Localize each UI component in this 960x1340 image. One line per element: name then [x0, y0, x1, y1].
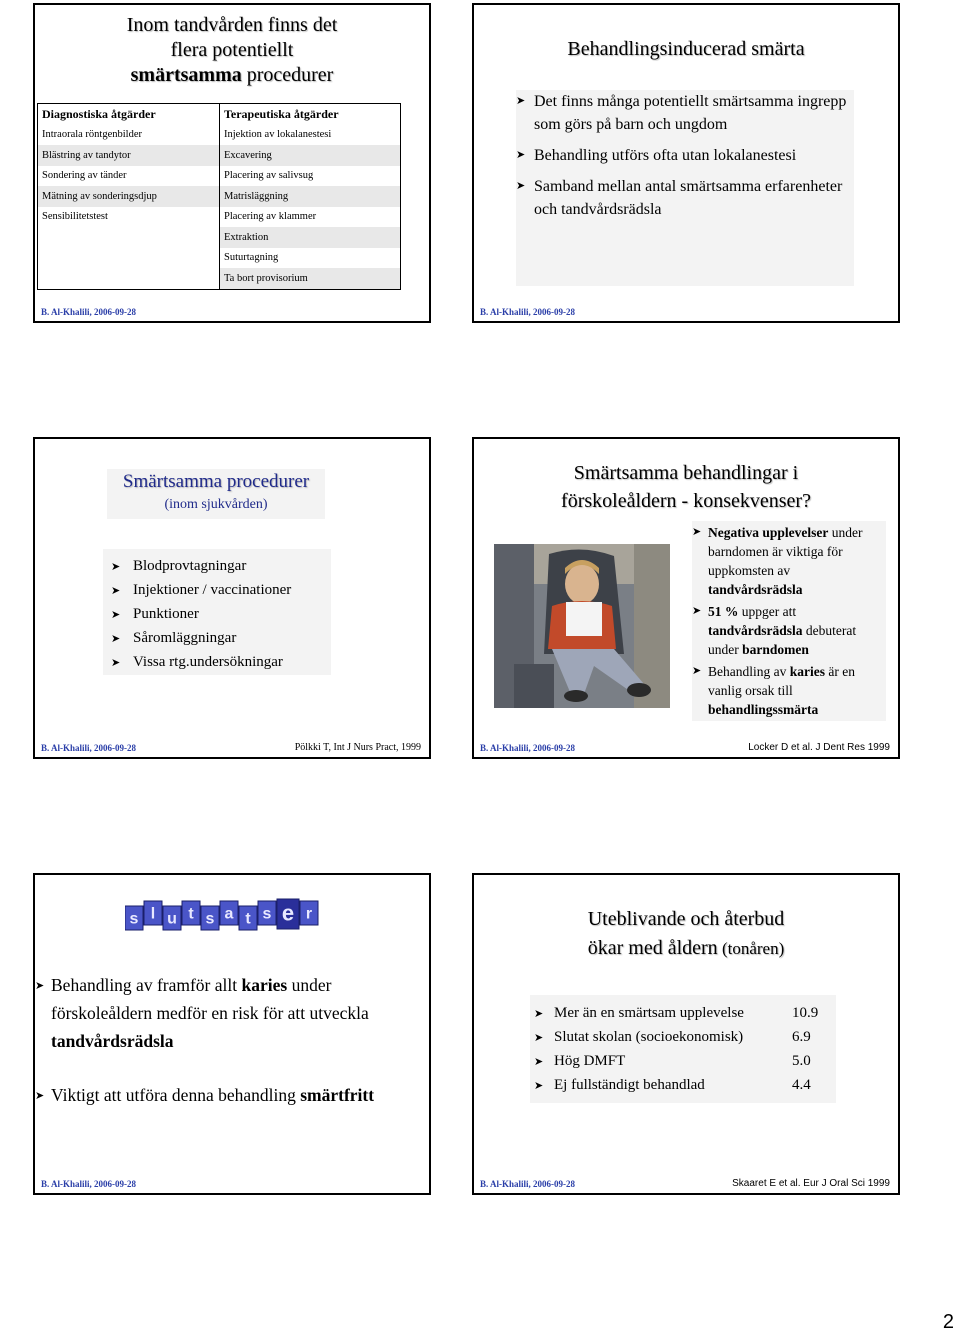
logo-letter: e [281, 900, 295, 926]
bullet-item [111, 626, 331, 650]
bullet-item [692, 662, 886, 719]
table-cell: Placering av klammer [220, 207, 401, 228]
table-cell: Sensibilitetstest [38, 207, 220, 228]
bullet-item [111, 578, 331, 602]
bullet-item [111, 650, 331, 674]
table-cell: Injektion av lokalanestesi [220, 125, 401, 146]
triangle-bullet-icon: ➤ [111, 633, 121, 645]
table-row [38, 125, 401, 146]
bullet-text: Vissa rtg.undersökningar [133, 654, 283, 670]
bullet-box [516, 90, 854, 286]
slide-title [474, 905, 898, 963]
bullet-text: Hög DMFT [554, 1053, 626, 1069]
logo-letter: r [305, 905, 313, 923]
triangle-bullet-icon: ➤ [516, 180, 526, 192]
logo-letter: t [188, 905, 194, 923]
page-number: 2 [942, 1311, 954, 1333]
logo-letter: t [245, 910, 251, 928]
slide-footer: B. Al-Khalili, 2006-09-28 [41, 307, 137, 317]
bullet-item [692, 523, 886, 599]
title-rest: procedurer [241, 64, 334, 86]
table-cell: Matrisläggning [220, 186, 401, 207]
title-emphasis: smärtsamma [130, 64, 242, 86]
bullet-text: uppger att [738, 604, 797, 619]
bullet-item [35, 971, 405, 1055]
bullet-text: är en vanlig orsak till [708, 664, 855, 698]
bullet-text: Injektioner / vaccinationer [133, 582, 292, 598]
table-cell: Ta bort provisorium [220, 268, 401, 289]
slide-title: Smärtsamma procedurer [122, 471, 310, 492]
bullet-text: Mer än en smärtsam upplevelse [554, 1005, 744, 1021]
bullet-text: Viktigt att utföra denna behandling [51, 1085, 301, 1105]
procedures-table [37, 103, 401, 290]
bullet-bold: karies [789, 664, 825, 679]
triangle-bullet-icon: ➤ [111, 585, 121, 597]
bullet-text: Behandling utförs ofta utan lokalanestesi [534, 147, 797, 164]
slide-conclusions [33, 873, 431, 1195]
bullet-bold: barndomen [742, 642, 809, 657]
slide-reference: Skaaret E et al. Eur J Oral Sci 1999 [732, 1178, 890, 1189]
child-dental-chair-photo [494, 544, 670, 708]
table-row [38, 248, 401, 269]
table-row [38, 166, 401, 187]
bullet-bold: tandvårdsrädsla [708, 582, 803, 597]
photo-illustration [494, 544, 670, 708]
slide-title [35, 13, 429, 88]
table-header-row [38, 104, 401, 125]
logo-letter-tile [144, 901, 162, 925]
triangle-bullet-icon: ➤ [534, 1032, 544, 1044]
slide-footer: B. Al-Khalili, 2006-09-28 [41, 1179, 137, 1189]
triangle-bullet-icon: ➤ [111, 561, 121, 573]
slide-subtitle: (inom sjukvården) [164, 497, 268, 512]
table-row [38, 186, 401, 207]
slutsatser-logo [125, 897, 325, 938]
logo-letter-tile [125, 906, 143, 930]
slide-footer: B. Al-Khalili, 2006-09-28 [480, 307, 576, 317]
triangle-bullet-icon: ➤ [692, 665, 702, 677]
bullet-text: Samband mellan antal smärtsamma erfarenheter och tandvårdsrädsla [534, 178, 843, 218]
bullet-bold: Negativa upplevelser [708, 525, 829, 540]
bullet-text: Punktioner [133, 606, 199, 622]
logo-letter-tile [220, 901, 238, 925]
bullet-item [534, 1073, 836, 1097]
triangle-bullet-icon: ➤ [35, 980, 45, 992]
table-row [38, 207, 401, 228]
bullet-item [35, 1081, 405, 1109]
title-box [107, 469, 325, 519]
table-row [38, 145, 401, 166]
bullet-bold: 51 % [708, 604, 739, 619]
logo-letter-tile [258, 901, 276, 925]
title-line [35, 63, 429, 88]
logo-letter-tile [163, 906, 181, 930]
slide-painful-procedures [33, 437, 431, 759]
logo-letter-tile [201, 906, 219, 930]
bullet-text: under förskoleåldern medför en risk för att utveckla [51, 975, 369, 1023]
bullet-text: debuterat under [708, 623, 857, 657]
slide-footer: B. Al-Khalili, 2006-09-28 [480, 743, 576, 753]
odds-value: 5.0 [792, 1053, 811, 1069]
logo-letter-tile [182, 901, 200, 925]
logo-letter-tile [277, 899, 299, 929]
table-cell: Placering av salivsug [220, 166, 401, 187]
triangle-bullet-icon: ➤ [111, 609, 121, 621]
table-row [38, 227, 401, 248]
triangle-bullet-icon: ➤ [534, 1080, 544, 1092]
bullet-item [534, 1001, 836, 1025]
bullet-text: Ej fullständigt behandlad [554, 1077, 705, 1093]
bullet-item [516, 90, 854, 136]
logo-letter: s [129, 910, 139, 928]
slide-diagnostic-therapeutic [33, 3, 431, 323]
bullet-bold: tandvårdsrädsla [708, 623, 803, 638]
logo-letter-tile [239, 906, 257, 930]
logo-letter-tile [300, 901, 318, 925]
slide-preschool-consequences [472, 437, 900, 759]
bullet-bold: karies [241, 975, 288, 995]
title-line: förskoleåldern - konsekvenser? [561, 490, 811, 512]
title-line: flera potentiellt [170, 39, 294, 61]
table-cell: Sondering av tänder [38, 166, 220, 187]
logo-letter: s [262, 905, 272, 923]
bullet-item [692, 602, 886, 659]
logo-letter: l [150, 905, 156, 923]
table-cell [38, 248, 220, 269]
triangle-bullet-icon: ➤ [534, 1056, 544, 1068]
triangle-bullet-icon: ➤ [35, 1090, 45, 1102]
table-row [38, 268, 401, 289]
slide-reference: Pölkki T, Int J Nurs Pract, 1999 [294, 742, 421, 753]
bullet-bold: behandlingssmärta [708, 702, 819, 717]
odds-value: 10.9 [792, 1005, 819, 1021]
table-cell: Excavering [220, 145, 401, 166]
title-line: Smärtsamma behandlingar i [573, 462, 799, 484]
table-cell: Blästring av tandytor [38, 145, 220, 166]
slide-title [474, 459, 898, 515]
bullet-text: under barndomen är viktiga för uppkomsten av [708, 525, 863, 578]
bullet-text: Såromläggningar [133, 630, 237, 646]
odds-value: 6.9 [792, 1029, 811, 1045]
bullet-item [516, 175, 854, 221]
triangle-bullet-icon: ➤ [692, 605, 702, 617]
bullet-text: Behandling av [708, 664, 790, 679]
logo-graphic [125, 897, 325, 933]
slide-no-shows [472, 873, 900, 1195]
title-line: Inom tandvården finns det [126, 14, 338, 36]
title-line [474, 934, 898, 963]
triangle-bullet-icon: ➤ [692, 526, 702, 538]
bullet-bold: smärtfritt [300, 1085, 375, 1105]
odds-value: 4.4 [792, 1077, 811, 1093]
table-cell: Mätning av sonderingsdjup [38, 186, 220, 207]
bullet-item [111, 602, 331, 626]
bullet-item [534, 1025, 836, 1049]
title-line: Uteblivande och återbud [587, 908, 785, 930]
bullet-box [530, 995, 836, 1103]
bullet-text: Slutat skolan (socioekonomisk) [554, 1029, 744, 1045]
bullet-text: Blodprovtagningar [133, 558, 247, 574]
table-cell: Intraorala röntgenbilder [38, 125, 220, 146]
slide-reference: Locker D et al. J Dent Res 1999 [748, 742, 890, 753]
logo-letter: s [205, 910, 215, 928]
bullet-text: Det finns många potentiellt smärtsamma ingrepp som görs på barn och ungdom [534, 93, 847, 133]
logo-letter: a [224, 905, 234, 923]
slide-treatment-pain [472, 3, 900, 323]
table-cell: Extraktion [220, 227, 401, 248]
slide-footer: B. Al-Khalili, 2006-09-28 [480, 1179, 576, 1189]
table-header-cell: Terapeutiska åtgärder [220, 104, 401, 125]
triangle-bullet-icon: ➤ [111, 657, 121, 669]
table-cell [38, 227, 220, 248]
bullet-box [692, 521, 886, 721]
table-cell [38, 268, 220, 289]
triangle-bullet-icon: ➤ [516, 149, 526, 161]
triangle-bullet-icon: ➤ [516, 95, 526, 107]
bullet-bold: tandvårdsrädsla [51, 1031, 174, 1051]
logo-letter: u [167, 910, 177, 928]
triangle-bullet-icon: ➤ [534, 1008, 544, 1020]
bullet-box [103, 549, 331, 675]
title-main: ökar med åldern [587, 937, 718, 959]
table-header-cell: Diagnostiska åtgärder [38, 104, 220, 125]
bullet-item [111, 554, 331, 578]
table-cell: Suturtagning [220, 248, 401, 269]
slide-title: Behandlingsinducerad smärta [567, 38, 805, 60]
slide-footer: B. Al-Khalili, 2006-09-28 [41, 743, 137, 753]
bullet-item [516, 144, 854, 167]
bullet-item [534, 1049, 836, 1073]
bullet-text: Behandling av framför allt [51, 975, 242, 995]
title-paren: (tonåren) [717, 939, 785, 958]
